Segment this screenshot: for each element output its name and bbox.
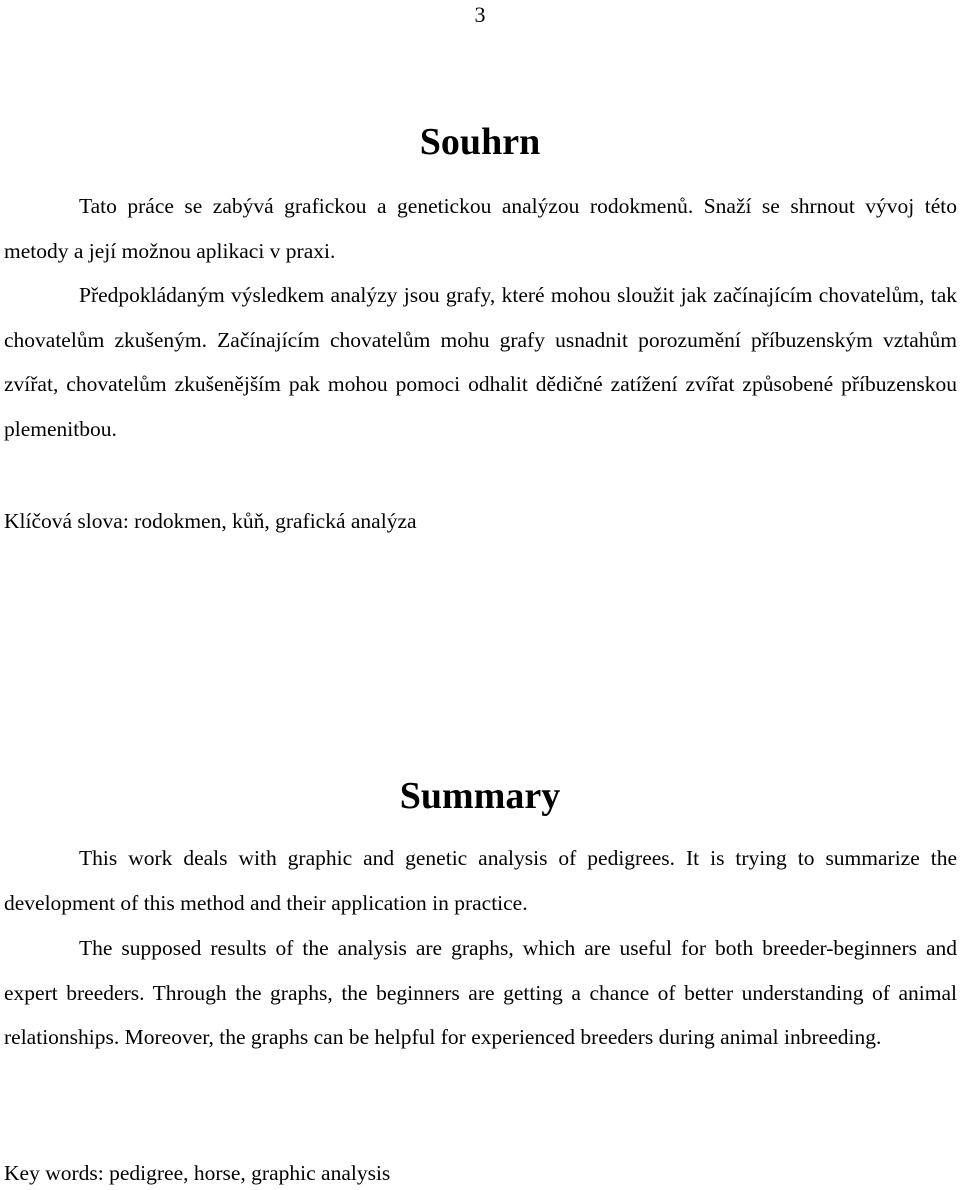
czech-abstract-paragraph-1: Tato práce se zabývá grafickou a genetickou analýzou rodokmenů. Snaží se shrnout vývoj této metody a její možnou aplikaci v praxi. — [4, 194, 957, 263]
page-number: 3 — [474, 2, 486, 27]
english-keywords: Key words: pedigree, horse, graphic analysis — [4, 1161, 391, 1185]
english-abstract-heading: Summary — [399, 775, 561, 817]
czech-abstract-paragraph-2: Předpokládaným výsledkem analýzy jsou grafy, které mohou sloužit jak začínajícím chovatelům, tak chovatelům zkušeným. Začínajícím chovatelům mohu grafy usnadnit porozumění příbuzenským vztahům zvířat, chovatelům zkušenějším pak mohou pomoci odhalit dědičné zatížení zvířat způsobené příbuzenskou plemenitbou. — [4, 283, 957, 442]
czech-keywords: Klíčová slova: rodokmen, kůň, grafická analýza — [4, 509, 417, 533]
english-abstract-paragraph-2: The supposed results of the analysis are graphs, which are useful for both breeder-beginners and expert breeders. Through the graphs, the beginners are getting a chance of better understanding of animal relationships. Moreover, the graphs can be helpful for experienced breeders during animal inbreeding. — [4, 936, 957, 1050]
english-abstract-paragraph-1: This work deals with graphic and genetic analysis of pedigrees. It is trying to summarize the development of this method and their application in practice. — [4, 846, 957, 915]
czech-abstract-heading: Souhrn — [419, 121, 541, 163]
